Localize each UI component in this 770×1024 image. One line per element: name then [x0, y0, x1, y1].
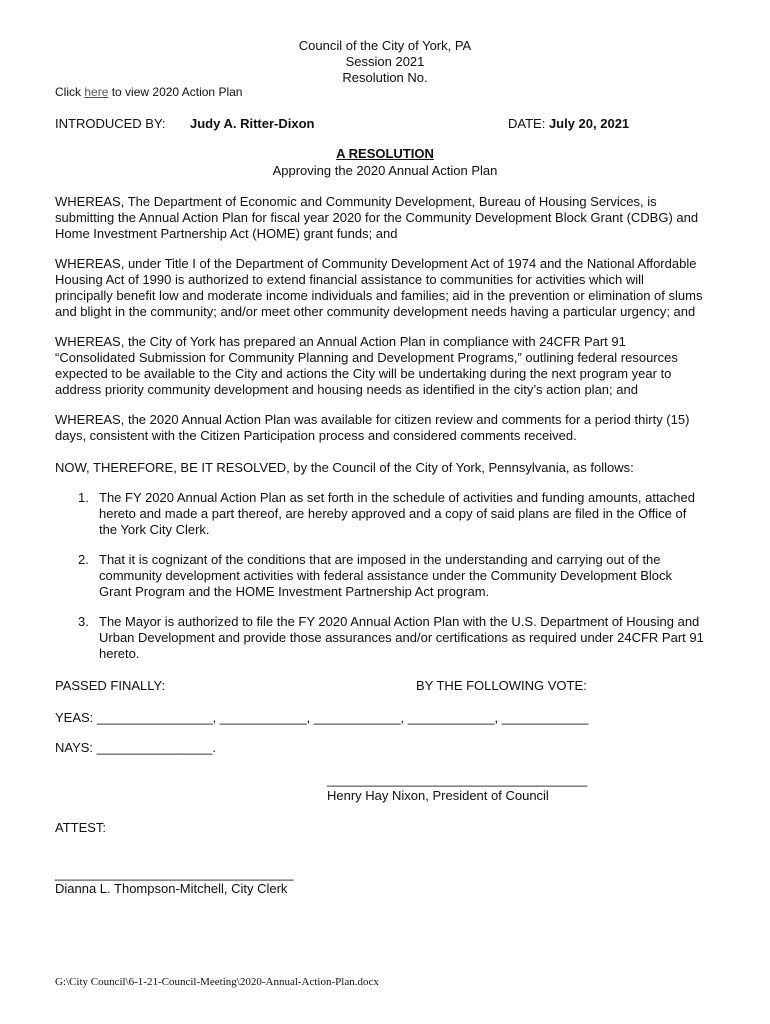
whereas-line: principally benefit low and moderate income individuals and families; aid in the prevention or elimination of slums [55, 288, 703, 303]
file-path-footer: G:\City Council\6-1-21-Council-Meeting\2020-Annual-Action-Plan.docx [55, 976, 379, 988]
item-number: 3. [78, 614, 89, 629]
header-resolution-no: Resolution No. [342, 70, 428, 85]
whereas-paragraph-3 [55, 334, 720, 398]
nays-line: NAYS: ________________. [55, 740, 216, 755]
click-suffix: to view 2020 Action Plan [108, 85, 243, 99]
item-line: That it is cognizant of the conditions that are imposed in the understanding and carrying out of the [99, 552, 661, 567]
clerk-signature-line: _________________________________ [55, 866, 294, 881]
whereas-line: WHEREAS, the 2020 Annual Action Plan was available for citizen review and comments for a period thirty (15) [55, 412, 690, 427]
introduced-label: INTRODUCED BY: [55, 116, 166, 131]
introducer-name: Judy A. Ritter-Dixon [190, 116, 315, 131]
whereas-line: Home Investment Partnership Act (HOME) grant funds; and [55, 226, 398, 241]
resolved-clause: NOW, THEREFORE, BE IT RESOLVED, by the Council of the City of York, Pennsylvania, as follows: [55, 460, 634, 475]
item-number: 2. [78, 552, 89, 567]
item-line: hereto and made a part thereof, are hereby approved and a copy of said plans are filed in the Office of [99, 506, 687, 521]
whereas-line: WHEREAS, the City of York has prepared an Annual Action Plan in compliance with 24CFR Part 91 [55, 334, 626, 349]
item-line: Grant Program and the HOME Investment Partnership Act program. [99, 584, 490, 599]
whereas-line: address priority community development and housing needs as identified in the city’s action plan; and [55, 382, 638, 397]
whereas-paragraph-2 [55, 256, 720, 320]
header-session: Session 2021 [345, 54, 425, 69]
resolution-title: A RESOLUTION [336, 146, 434, 161]
whereas-line: WHEREAS, under Title I of the Department of Community Development Act of 1974 and the National Affordable [55, 256, 697, 271]
whereas-paragraph-4 [55, 412, 720, 444]
date-label: DATE: [508, 116, 549, 131]
date-value: July 20, 2021 [548, 116, 630, 131]
item-line: The Mayor is authorized to file the FY 2020 Annual Action Plan with the U.S. Department of Housing and [99, 614, 700, 629]
click-line [55, 85, 242, 100]
whereas-line: days, consistent with the Citizen Participation process and considered comments received. [55, 428, 577, 443]
yeas-line: YEAS: ________________, ____________, ____________, ____________, ____________ [55, 710, 589, 725]
attest-label: ATTEST: [55, 820, 107, 835]
passed-finally-label: PASSED FINALLY: [55, 678, 166, 693]
item-line: the York City Clerk. [99, 522, 210, 537]
header-council: Council of the City of York, PA [298, 38, 472, 53]
following-vote-label: BY THE FOLLOWING VOTE: [416, 678, 587, 693]
action-plan-link[interactable]: here [84, 85, 109, 99]
date-line [508, 116, 629, 131]
whereas-line: submitting the Annual Action Plan for fiscal year 2020 for the Community Development Block Grant (CDBG) and [55, 210, 699, 225]
click-prefix: Click [55, 85, 85, 99]
president-signature-line: ____________________________________ [327, 772, 588, 787]
whereas-line: WHEREAS, The Department of Economic and Community Development, Bureau of Housing Services, is [55, 194, 657, 209]
whereas-line: Housing Act of 1990 is authorized to extend financial assistance to communities for activities which will [55, 272, 644, 287]
whereas-line: “Consolidated Submission for Community Planning and Development Programs,” outlining federal resources [55, 350, 678, 365]
clerk-name: Dianna L. Thompson-Mitchell, City Clerk [55, 881, 288, 896]
resolution-subtitle: Approving the 2020 Annual Action Plan [272, 163, 498, 178]
whereas-paragraph-1 [55, 194, 720, 242]
item-line: Urban Development and provide those assurances and/or certifications as required under 24CFR Part 91 [99, 630, 704, 645]
item-line: The FY 2020 Annual Action Plan as set forth in the schedule of activities and funding amounts, attached [99, 490, 695, 505]
item-line: hereto. [99, 646, 140, 661]
whereas-line: and blight in the community; and/or meet other community development needs having a particular urgency; and [55, 304, 696, 319]
item-number: 1. [78, 490, 89, 505]
whereas-line: expected to be available to the City and actions the City will be undertaking during the next program year to [55, 366, 672, 381]
item-line: community development activities with federal assistance under the Community Development Block [99, 568, 672, 583]
president-name: Henry Hay Nixon, President of Council [327, 788, 549, 803]
